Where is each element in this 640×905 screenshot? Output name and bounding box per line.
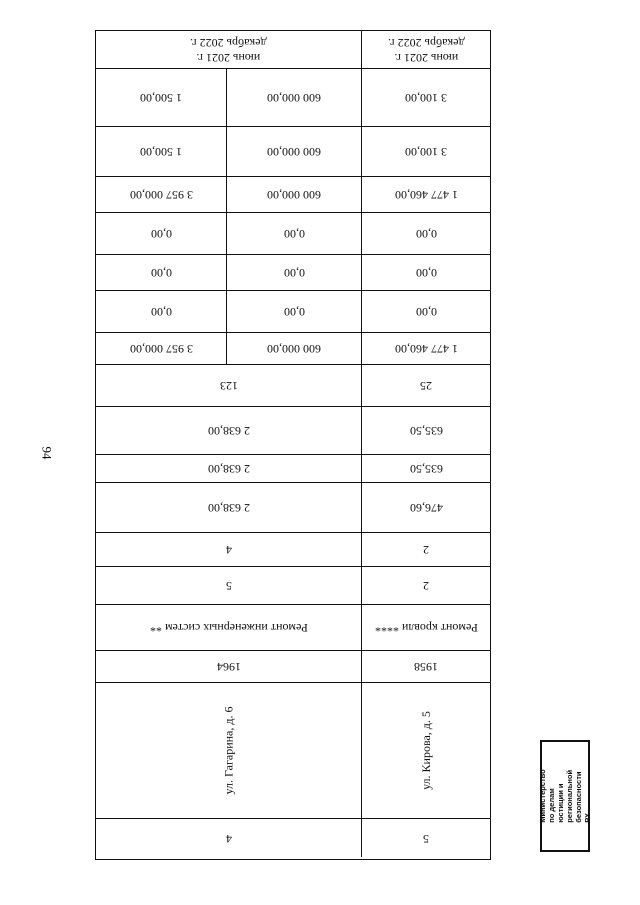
table-cell	[361, 213, 490, 254]
cell-text: 0,00	[150, 266, 172, 280]
table-cell	[361, 605, 490, 650]
cell-text: 0,00	[283, 305, 305, 319]
table-row	[96, 651, 490, 683]
cell-text: 0,00	[150, 305, 172, 319]
table-cell	[226, 177, 361, 212]
table-cell	[96, 31, 361, 68]
table-row	[96, 177, 490, 213]
cell-text: 1 500,00	[140, 91, 182, 105]
cell-text: ул. Кирова, д. 5	[418, 711, 433, 790]
table-cell	[361, 365, 490, 406]
table-row	[96, 483, 490, 533]
table-cell	[96, 291, 226, 332]
table-cell	[96, 455, 361, 482]
cell-text: 123	[219, 379, 238, 393]
cell-text: 2 638,00	[207, 424, 250, 438]
table-row	[96, 255, 490, 291]
cell-text: 2 638,00	[207, 501, 250, 515]
table-cell	[361, 127, 490, 176]
cell-text: 4	[225, 831, 232, 846]
table-cell	[96, 567, 361, 604]
cell-text: 3 100,00	[405, 91, 447, 105]
table-cell	[361, 683, 490, 818]
table-cell	[361, 255, 490, 290]
data-table	[95, 30, 491, 860]
cell-text: 476,60	[409, 501, 443, 515]
cell-text: 1 500,00	[140, 145, 182, 159]
table-cell	[361, 819, 490, 857]
table-row	[96, 31, 490, 69]
table-cell	[96, 533, 361, 566]
stamp-text: Министерство по делам юстиции и региональной безопасности РХ	[538, 769, 593, 823]
table-row	[96, 683, 490, 819]
table-cell	[96, 177, 226, 212]
cell-text: 1964	[216, 660, 241, 674]
table-row	[96, 365, 490, 407]
cell-text: 25	[420, 379, 432, 393]
cell-text: 0,00	[415, 305, 437, 319]
cell-text: 600 000,00	[267, 91, 321, 105]
table-row	[96, 213, 490, 255]
table-cell	[226, 291, 361, 332]
cell-text: 0,00	[415, 227, 437, 241]
cell-text: ул. Гагарина, д. 6	[220, 706, 235, 795]
cell-text: 2	[423, 579, 429, 593]
cell-text: 5	[225, 579, 232, 593]
table-cell	[361, 291, 490, 332]
table-cell	[361, 483, 490, 532]
table-row	[96, 291, 490, 333]
table-cell	[226, 213, 361, 254]
cell-text: 4	[225, 543, 232, 557]
table-cell	[361, 177, 490, 212]
table-row	[96, 819, 490, 857]
table-row	[96, 333, 490, 365]
table-cell	[96, 69, 226, 126]
table-cell	[96, 819, 361, 857]
cell-text: 0,00	[415, 266, 437, 280]
cell-text: Ремонт кровли ****	[374, 621, 478, 635]
cell-text: 635,50	[409, 424, 443, 438]
table-cell	[96, 255, 226, 290]
table-row	[96, 69, 490, 127]
table-cell	[96, 365, 361, 406]
table-cell	[226, 255, 361, 290]
table-cell	[96, 407, 361, 454]
table-row	[96, 605, 490, 651]
cell-text: июнь 2021 г. декабрь 2022 г.	[387, 35, 465, 65]
table-cell	[96, 683, 361, 818]
cell-text: 5	[423, 831, 429, 846]
table-cell	[226, 69, 361, 126]
cell-text: 3 100,00	[405, 145, 447, 159]
table-cell	[361, 567, 490, 604]
table-cell	[361, 69, 490, 126]
cell-text: 1 477 460,00	[394, 188, 458, 202]
table-row	[96, 127, 490, 177]
cell-text: 2	[423, 543, 429, 557]
table-cell	[226, 127, 361, 176]
page-number: 94	[39, 446, 55, 460]
cell-text: июнь 2021 г. декабрь 2022 г.	[190, 35, 267, 65]
table-row	[96, 567, 490, 605]
table-cell	[361, 533, 490, 566]
table-row	[96, 533, 490, 567]
table-cell	[361, 455, 490, 482]
table-cell	[361, 407, 490, 454]
table-cell	[361, 31, 490, 68]
registration-stamp	[538, 740, 593, 852]
table-cell	[96, 213, 226, 254]
table-cell	[96, 605, 361, 650]
cell-text: 635,50	[409, 462, 443, 476]
cell-text: 0,00	[150, 227, 172, 241]
cell-text: 0,00	[283, 266, 305, 280]
table-cell	[226, 333, 361, 364]
cell-text: 0,00	[283, 227, 305, 241]
cell-text: 1958	[414, 660, 438, 674]
cell-text: 2 638,00	[207, 462, 250, 476]
cell-text: Ремонт инженерных систем **	[149, 621, 308, 635]
cell-text: 600 000,00	[267, 145, 321, 159]
table-cell	[96, 127, 226, 176]
table-cell	[361, 333, 490, 364]
table-row	[96, 407, 490, 455]
cell-text: 600 000,00	[267, 342, 321, 356]
table-cell	[96, 483, 361, 532]
cell-text: 3 957 000,00	[129, 342, 193, 356]
table-cell	[361, 651, 490, 682]
cell-text: 1 477 460,00	[394, 342, 458, 356]
table-cell	[96, 333, 226, 364]
cell-text: 3 957 000,00	[129, 188, 193, 202]
cell-text: 600 000,00	[267, 188, 321, 202]
table-cell	[96, 651, 361, 682]
table-row	[96, 455, 490, 483]
